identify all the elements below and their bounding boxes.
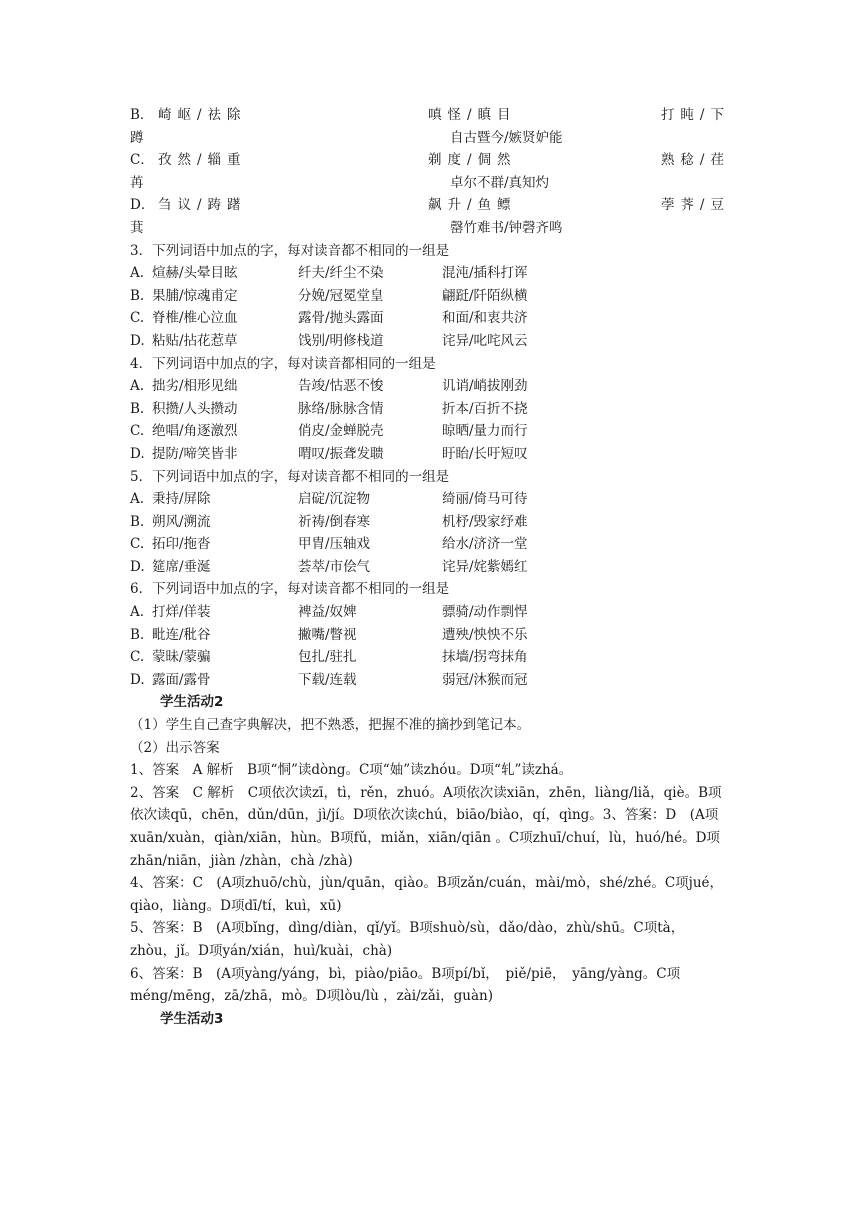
option-b: 纤夫/纤尘不染	[298, 265, 384, 282]
q2-option-idiom: 罄竹难书/钟磬齐鸣	[450, 219, 563, 236]
q2-option-a: 刍议/踌躇	[158, 197, 247, 214]
q2-option-wrap: 苒	[130, 174, 144, 191]
answer-paragraph: 1、答案 A 解析 B项“恫”读dòng。C项“妯”读zhóu。D项“轧”读zhá。	[130, 762, 573, 779]
question-option	[130, 307, 730, 330]
activity-2-heading: 学生活动2	[160, 694, 224, 711]
option-c: 混沌/插科打诨	[442, 265, 528, 282]
answer-paragraph: 2、答案 C 解析 C项依次读zī，tì，rěn，zhuó。A项依次读xiān，zhēn，liàng/liǎ，qiè。B项依次读qū，chēn，dǔn/dūn，jì/jí。D项依次读chú，biāo/biào，qí，qìng。3、答案：D (A项xuān/xuàn，qiàn/xiān，hùn。B项fǔ，miǎn，xiān/qiān 。C项zhuī/chuí，lù，huó/hé。D项zhān/niān，jiàn /zhàn，chà /zhà)	[130, 784, 722, 869]
q2-option-wrap: 蹲	[130, 129, 144, 146]
question-option	[130, 624, 730, 647]
option-c: 诧异/姹紫嫣红	[442, 558, 528, 575]
option-a: 脊椎/椎心泣血	[152, 310, 238, 327]
option-b: 饯别/明修栈道	[298, 332, 384, 349]
option-label: C.	[130, 423, 145, 440]
answers-block	[130, 759, 730, 1008]
option-a: 粘贴/拈花惹草	[152, 332, 238, 349]
document-page	[130, 104, 730, 1030]
question-option	[130, 285, 730, 308]
question-option	[130, 330, 730, 353]
option-c: 抹墙/拐弯抹角	[442, 649, 528, 666]
question-2-options	[130, 104, 730, 240]
option-c: 骠骑/动作剽悍	[442, 604, 528, 621]
option-a: 蒙昧/蒙骗	[152, 649, 211, 666]
q2-option-line-2	[130, 217, 730, 240]
option-a: 拓印/拖沓	[152, 536, 211, 553]
option-c: 弱冠/沐猴而冠	[442, 671, 528, 688]
q2-option-label: D．	[130, 197, 155, 214]
option-label: A.	[130, 491, 145, 508]
option-b: 甲胄/压轴戏	[298, 536, 371, 553]
activity-2-step-2: （2）出示答案	[130, 739, 220, 756]
option-label: C.	[130, 310, 145, 327]
option-c: 盱眙/长吁短叹	[442, 445, 528, 462]
option-a: 露面/露骨	[152, 671, 211, 688]
option-c: 诧异/叱咤风云	[442, 332, 528, 349]
question-option	[130, 262, 730, 285]
option-a: 筵席/垂涎	[152, 558, 211, 575]
question-option	[130, 533, 730, 556]
option-label: A.	[130, 265, 145, 282]
option-c: 绮丽/倚马可待	[442, 491, 528, 508]
option-b: 分娩/冠冕堂皇	[298, 287, 384, 304]
option-label: D.	[130, 671, 145, 688]
q2-option-label: C．	[130, 152, 154, 169]
q2-option-c: 荸荠/豆	[660, 197, 730, 214]
option-b: 喟叹/振聋发聩	[298, 445, 384, 462]
option-b: 撇嘴/瞥视	[298, 626, 357, 643]
option-b: 祈祷/倒春寒	[298, 513, 371, 530]
option-b: 俏皮/金蝉脱壳	[298, 423, 384, 440]
option-b: 裨益/奴婢	[298, 604, 357, 621]
q2-option-c: 熟稔/荏	[660, 152, 730, 169]
option-label: B.	[130, 400, 145, 417]
q2-option-a: 孜然/辎重	[158, 152, 247, 169]
option-a: 朔风/溯流	[152, 513, 211, 530]
q2-option-line	[130, 194, 730, 217]
option-c: 给水/济济一堂	[442, 536, 528, 553]
q2-option-line	[130, 149, 730, 172]
question-stem: 5．下列词语中加点的字，每对读音都不相同的一组是	[130, 468, 450, 485]
activity-3-heading: 学生活动3	[160, 1010, 224, 1027]
option-label: C.	[130, 649, 145, 666]
option-a: 打烊/佯装	[152, 604, 211, 621]
option-label: C.	[130, 536, 145, 553]
question-option	[130, 556, 730, 579]
option-label: B.	[130, 513, 145, 530]
option-label: A.	[130, 604, 145, 621]
q2-option-b: 嗔怪/瞋目	[428, 107, 517, 123]
q2-option-line	[130, 104, 730, 127]
option-label: B.	[130, 626, 145, 643]
q2-option-line-2	[130, 127, 730, 150]
option-label: D.	[130, 332, 145, 349]
option-c: 机杼/毁家纾难	[442, 513, 528, 530]
question-stem: 4．下列词语中加点的字，每对读音都相同的一组是	[130, 355, 436, 372]
question-option	[130, 488, 730, 511]
q2-option-c: 打盹/下	[660, 107, 730, 123]
question-option	[130, 646, 730, 669]
question-option	[130, 669, 730, 692]
q2-option-label: B．	[130, 107, 154, 123]
option-b: 下载/连载	[298, 671, 357, 688]
option-c: 遭殃/怏怏不乐	[442, 626, 528, 643]
option-b: 启碇/沉淀物	[298, 491, 371, 508]
option-c: 讥诮/峭拔刚劲	[442, 378, 528, 395]
option-c: 翩跹/阡陌纵横	[442, 287, 528, 304]
option-a: 秉持/屏除	[152, 491, 211, 508]
answer-paragraph: 5、答案：B (A项bǐng，dìng/diàn，qǐ/yǐ。B项shuò/sù，dǎo/dào，zhù/shū。C项tà，zhòu，jǐ。D项yán/xián，huì/kuài，chà)	[130, 920, 685, 959]
option-label: B.	[130, 287, 145, 304]
activity-2-step-1: （1）学生自己查字典解决，把不熟悉，把握不准的摘抄到笔记本。	[130, 717, 531, 734]
option-b: 包扎/驻扎	[298, 649, 357, 666]
option-a: 提防/啼笑皆非	[152, 445, 238, 462]
question-option	[130, 375, 730, 398]
question-stem: 3．下列词语中加点的字，每对读音都不相同的一组是	[130, 242, 450, 259]
q2-option-b: 剃度/倜然	[428, 152, 517, 169]
question-stem: 6．下列词语中加点的字，每对读音都不相同的一组是	[130, 581, 450, 598]
option-a: 煊赫/头晕目眩	[152, 265, 238, 282]
question-option	[130, 443, 730, 466]
q2-option-a: 崎岖/祛除	[158, 107, 247, 123]
option-c: 和面/和衷共济	[442, 310, 528, 327]
question-option	[130, 420, 730, 443]
answer-paragraph: 4、答案：C (A项zhuō/chù，jùn/quān，qiào。B项zǎn/cuán，mài/mò，shé/zhé。C项jué，qiào，liàng。D项dī/tí，kuì，xū)	[130, 875, 724, 914]
q2-option-line-2	[130, 172, 730, 195]
option-b: 脉络/脉脉含情	[298, 400, 384, 417]
option-label: A.	[130, 378, 145, 395]
option-a: 拙劣/相形见绌	[152, 378, 238, 395]
question-option	[130, 398, 730, 421]
question-option	[130, 511, 730, 534]
option-label: D.	[130, 558, 145, 575]
option-b: 告竣/怙恶不悛	[298, 378, 384, 395]
option-a: 绝唱/角逐激烈	[152, 423, 238, 440]
q2-option-idiom: 卓尔不群/真知灼	[450, 174, 550, 191]
option-c: 晾晒/量力而行	[442, 423, 528, 440]
option-label: D.	[130, 445, 145, 462]
questions-list	[130, 240, 730, 692]
question-option	[130, 601, 730, 624]
option-b: 荟萃/市侩气	[298, 558, 371, 575]
q2-option-b: 飙升/鱼鳔	[428, 197, 517, 214]
option-a: 果脯/惊魂甫定	[152, 287, 238, 304]
answer-paragraph: 6、答案：B (A项yàng/yáng，bì，piào/piāo。B项pí/bǐ， piě/piē， yāng/yàng。C项méng/mēng，zā/zhā，mò。D项lòu/lù ，zài/zǎi，guàn)	[130, 965, 681, 1005]
q2-option-idiom: 自古暨今/嫉贤妒能	[450, 129, 563, 146]
option-b: 露骨/抛头露面	[298, 310, 384, 327]
option-a: 积攒/人头攒动	[152, 400, 238, 417]
option-c: 折本/百折不挠	[442, 400, 528, 417]
q2-option-wrap: 萁	[130, 219, 144, 236]
option-a: 毗连/秕谷	[152, 626, 211, 643]
